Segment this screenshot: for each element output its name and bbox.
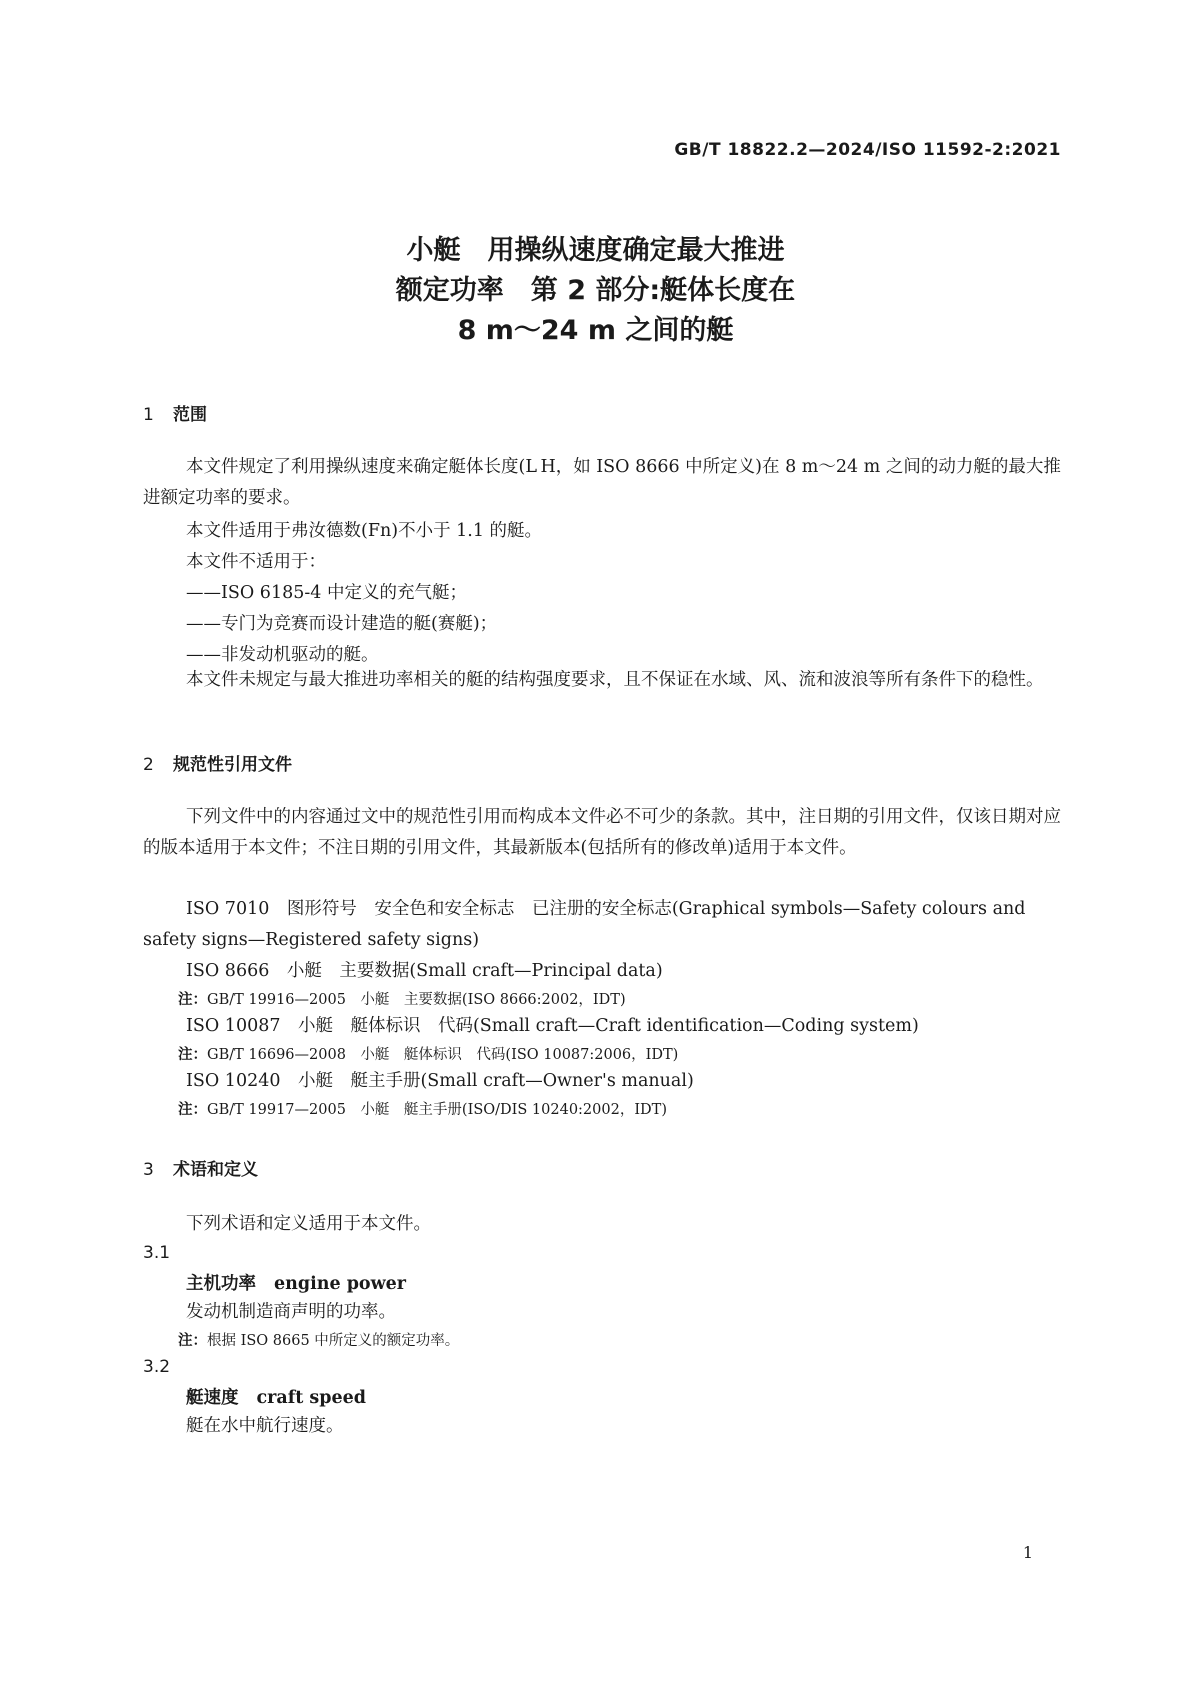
scope-paragraph-1: 本文件规定了利用操纵速度来确定艇体长度(L H，如 ISO 8666 中所定义)在 8 m～24 m 之间的动力艇的最大推进额定功率的要求。	[143, 457, 1061, 508]
note-engine-power	[178, 1329, 459, 1350]
note-iso-10240	[178, 1098, 667, 1119]
term-zh: 主机功率	[186, 1274, 256, 1294]
note-iso-10087	[178, 1043, 678, 1064]
note-label: 注：	[178, 1047, 207, 1063]
reference-iso-10240: ISO 10240 小艇 艇主手册(Small craft—Owner's manual)	[186, 1071, 694, 1091]
note-text: 根据 ISO 8665 中所定义的额定功率。	[207, 1333, 460, 1349]
section-1-title: 范围	[173, 405, 207, 425]
reference-iso-8666: ISO 8666 小艇 主要数据(Small craft—Principal data)	[186, 961, 663, 981]
scope-paragraph-4: 本文件未规定与最大推进功率相关的艇的结构强度要求，且不保证在水域、风、流和波浪等所有条件下的稳性。	[186, 670, 1044, 690]
document-title-line-3: 8 m～24 m 之间的艇	[457, 315, 734, 346]
note-label: 注：	[178, 1333, 207, 1349]
section-2-number: 2	[143, 755, 154, 775]
exclusion-item-1: ——ISO 6185-4 中定义的充气艇；	[186, 583, 467, 603]
section-3-title: 术语和定义	[173, 1160, 258, 1180]
document-title-line-1: 小艇 用操纵速度确定最大推进	[406, 235, 785, 266]
note-label: 注：	[178, 1102, 207, 1118]
terms-intro: 下列术语和定义适用于本文件。	[186, 1214, 431, 1234]
note-iso-8666	[178, 988, 626, 1009]
section-2-title: 规范性引用文件	[173, 755, 292, 775]
clause-3-2-number: 3.2	[143, 1357, 171, 1377]
term-en: craft speed	[256, 1388, 367, 1408]
term-engine-power	[186, 1270, 406, 1295]
section-3-number: 3	[143, 1160, 154, 1180]
section-2-heading	[143, 750, 292, 775]
section-1-number: 1	[143, 405, 154, 425]
note-text: GB/T 19917—2005 小艇 艇主手册(ISO/DIS 10240:2002，IDT)	[207, 1102, 668, 1118]
definition-craft-speed: 艇在水中航行速度。	[186, 1416, 344, 1436]
definition-engine-power: 发动机制造商声明的功率。	[186, 1302, 396, 1322]
section-1-heading	[143, 400, 207, 425]
note-text: GB/T 19916—2005 小艇 主要数据(ISO 8666:2002，IDT)	[207, 992, 626, 1008]
term-en: engine power	[274, 1274, 407, 1294]
scope-paragraph-3: 本文件不适用于：	[186, 552, 326, 572]
exclusion-item-3: ——非发动机驱动的艇。	[186, 645, 379, 665]
page-number: 1	[1022, 1543, 1033, 1562]
exclusion-item-2: ——专门为竞赛而设计建造的艇(赛艇)；	[186, 614, 498, 634]
scope-paragraph-2: 本文件适用于弗汝德数(Fn)不小于 1.1 的艇。	[186, 521, 543, 541]
note-label: 注：	[178, 992, 207, 1008]
term-zh: 艇速度	[186, 1388, 239, 1408]
reference-iso-10087: ISO 10087 小艇 艇体标识 代码(Small craft—Craft identification—Coding system)	[186, 1016, 919, 1036]
reference-iso-7010: ISO 7010 图形符号 安全色和安全标志 已注册的安全标志(Graphical symbols—Safety colours and safety signs—Registered safety signs)	[143, 899, 1026, 950]
document-title-line-2: 额定功率 第 2 部分:艇体长度在	[395, 275, 796, 306]
section-3-heading	[143, 1155, 258, 1180]
clause-3-1-number: 3.1	[143, 1243, 171, 1263]
standard-code-header: GB/T 18822.2—2024/ISO 11592-2:2021	[674, 140, 1061, 160]
note-text: GB/T 16696—2008 小艇 艇体标识 代码(ISO 10087:2006，IDT)	[207, 1047, 679, 1063]
references-intro: 下列文件中的内容通过文中的规范性引用而构成本文件必不可少的条款。其中，注日期的引用文件，仅该日期对应的版本适用于本文件；不注日期的引用文件，其最新版本(包括所有的修改单)适用于本文件。	[143, 807, 1061, 858]
term-craft-speed	[186, 1384, 366, 1409]
